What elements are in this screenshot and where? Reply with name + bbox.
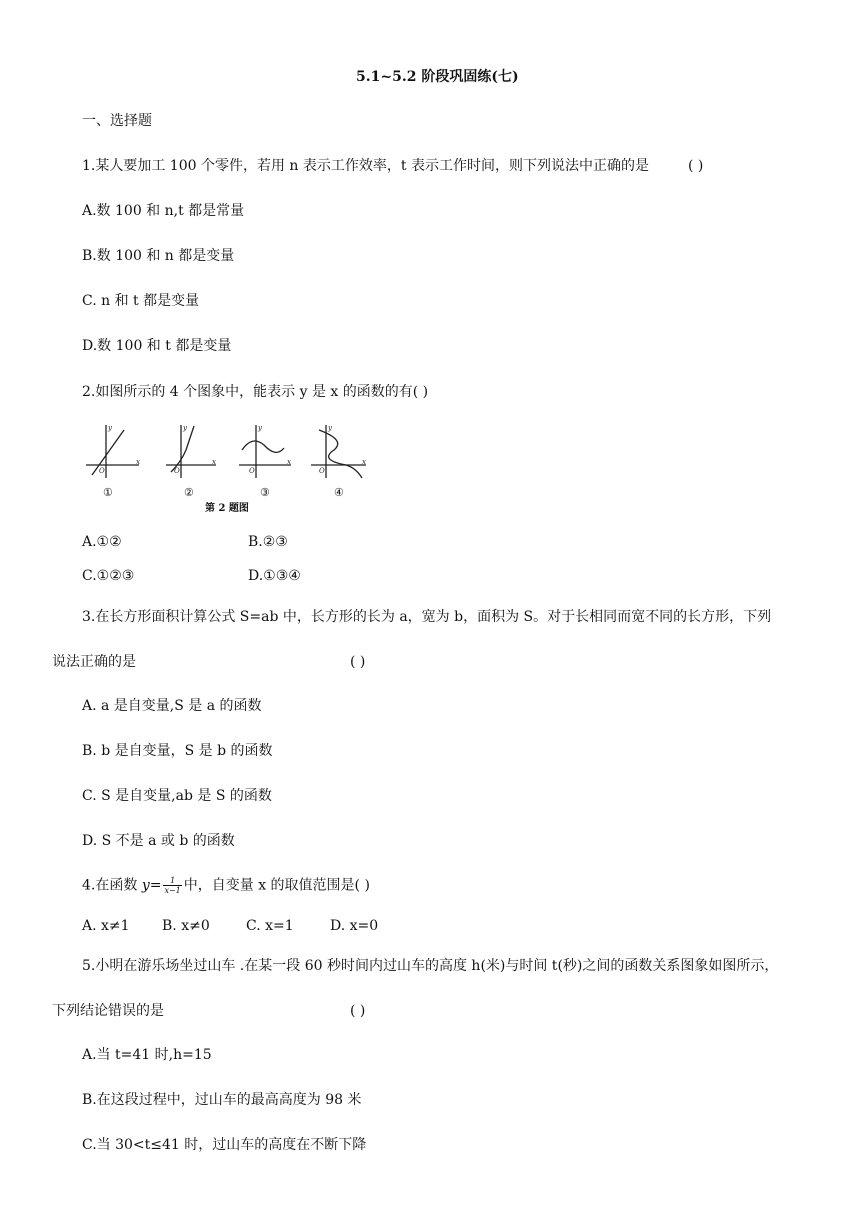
question-2-option-c: C.①②③ [82, 568, 135, 584]
question-4-stem-post: 中，自变量 x 的取值范围是( ) [183, 877, 370, 894]
figure-caption: 第 2 题图 [205, 503, 249, 514]
graph-label-2: ② [184, 486, 194, 499]
question-1-stem: 1.某人要加工 100 个零件，若用 n 表示工作效率，t 表示工作时间，则下列说法中正确的是 [82, 158, 649, 174]
question-4-option-b: B. x≠0 [162, 918, 210, 934]
svg-text:O: O [99, 467, 105, 475]
question-2-option-b: B.②③ [248, 534, 288, 550]
question-2-option-d: D.①③④ [248, 568, 301, 584]
svg-text:O: O [249, 467, 255, 475]
svg-text:x: x [136, 458, 140, 466]
question-5-answer-blank: ( ) [350, 1003, 366, 1019]
question-2-option-a: A.①② [82, 534, 122, 550]
question-3-option-c: C. S 是自变量,ab 是 S 的函数 [82, 788, 272, 804]
question-4-fraction [163, 876, 181, 895]
page-title: 5.1~5.2 阶段巩固练(七) [356, 69, 519, 85]
question-1-answer-blank: ( ) [688, 158, 704, 174]
svg-text:y: y [258, 424, 262, 432]
svg-text:y: y [183, 424, 187, 432]
question-5-option-c: C.当 30<t≤41 时，过山车的高度在不断下降 [82, 1137, 367, 1153]
question-4-option-d: D. x=0 [330, 918, 379, 934]
question-5-stem-line-2: 下列结论错误的是 [52, 1003, 164, 1019]
svg-text:y: y [328, 424, 332, 432]
question-3-stem-line-2: 说法正确的是 [52, 654, 136, 670]
graph-label-1: ① [103, 486, 113, 499]
svg-text:O: O [319, 467, 325, 475]
svg-text:x: x [287, 458, 291, 466]
question-5-option-b: B.在这段过程中，过山车的最高高度为 98 米 [82, 1092, 362, 1108]
svg-text:x: x [362, 458, 366, 466]
question-3-option-d: D. S 不是 a 或 b 的函数 [82, 833, 235, 849]
question-3-stem-line-1: 3.在长方形面积计算公式 S=ab 中，长方形的长为 a，宽为 b，面积为 S。对于长相同而宽不同的长方形，下列 [82, 609, 772, 625]
question-1-option-c: C. n 和 t 都是变量 [82, 293, 200, 309]
svg-text:O: O [174, 467, 180, 475]
question-1-option-d: D.数 100 和 t 都是变量 [82, 338, 232, 354]
svg-text:x: x [212, 458, 216, 466]
question-4-option-a: A. x≠1 [82, 918, 130, 934]
question-2-stem: 2.如图所示的 4 个图象中，能表示 y 是 x 的函数的有( ) [82, 384, 429, 400]
graph-label-4: ④ [334, 486, 344, 499]
question-5-stem-line-1: 5.小明在游乐场坐过山车 .在某一段 60 秒时间内过山车的高度 h(米)与时间 t(秒)之间的函数关系图象如图所示， [82, 958, 779, 974]
question-4-function-lhs: y= [141, 877, 162, 894]
question-4-option-c: C. x=1 [246, 918, 294, 934]
question-5-option-a: A.当 t=41 时,h=15 [82, 1047, 212, 1063]
question-3-answer-blank: ( ) [350, 654, 366, 670]
question-1-option-b: B.数 100 和 n 都是变量 [82, 248, 235, 264]
svg-text:y: y [108, 424, 112, 432]
graph-label-3: ③ [260, 486, 270, 499]
question-3-option-a: A. a 是自变量,S 是 a 的函数 [82, 698, 262, 714]
question-4-stem [82, 876, 370, 895]
question-4-stem-pre: 4.在函数 [82, 877, 142, 894]
question-3-option-b: B. b 是自变量，S 是 b 的函数 [82, 743, 273, 759]
fraction-denominator: x−1 [164, 886, 181, 895]
question-1-option-a: A.数 100 和 n,t 都是常量 [82, 203, 245, 219]
section-heading: 一、选择题 [82, 113, 152, 129]
fraction-numerator: 1 [163, 876, 181, 886]
